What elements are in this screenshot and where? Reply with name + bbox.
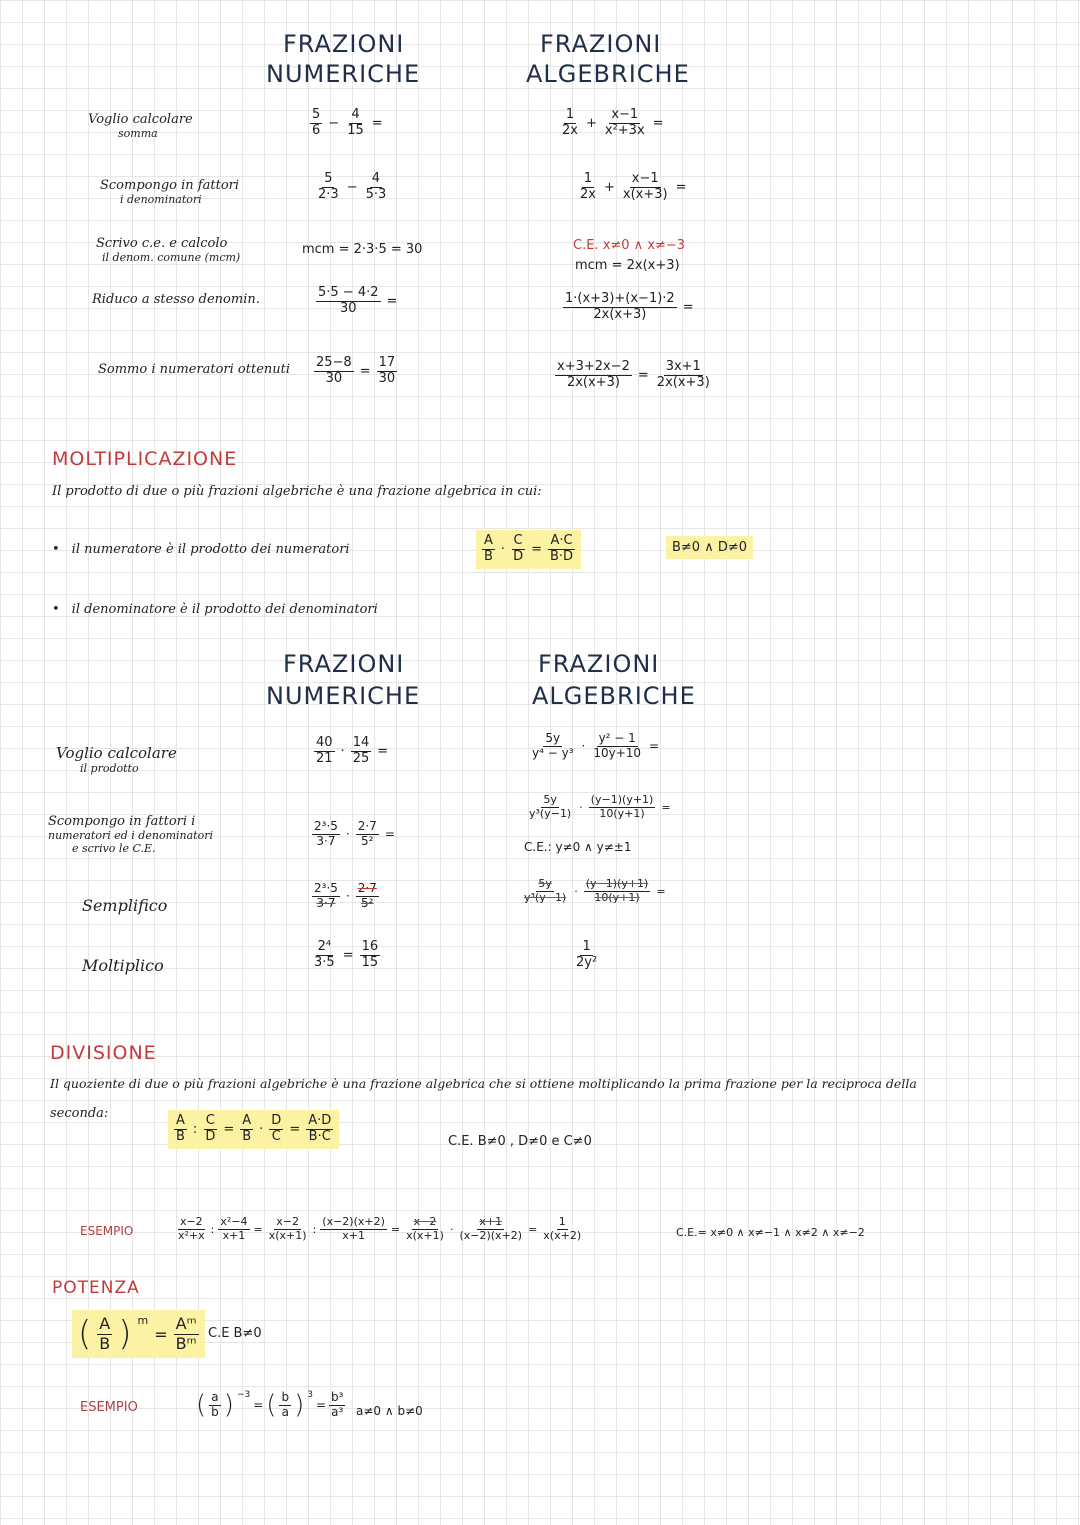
mult-alg-step-2: $\frac{5y}{\text{y³(y−1)}}$ · $\frac{(y-1)(y+1)}{10(y+1)}$ =	[529, 793, 671, 820]
sum-alg-header-2: ALGEBRICHE	[526, 60, 690, 88]
sum-label-2: Scompongo in fattori i denominatori	[100, 178, 240, 206]
pow-example: ( $\frac{a}{b}$ ) $^{-3}$ = ( $\frac{b}{a}$ ) $^3$ = $\frac{\text{b³}}{\text{a³}}$	[196, 1389, 344, 1420]
div-title: DIVISIONE	[50, 1042, 157, 1064]
pow-condition: C.E B≠0	[208, 1326, 262, 1341]
div-condition: C.E. B≠0 , D≠0 e C≠0	[448, 1134, 592, 1149]
mult-alg-header-2: ALGEBRICHE	[532, 682, 696, 710]
mult-alg-header-1: FRAZIONI	[538, 650, 660, 678]
mult-title: MOLTIPLICAZIONE	[52, 448, 238, 470]
mult-label-1: Voglio calcolare il prodotto	[56, 744, 177, 775]
sum-alg-step-5: $\frac{x+3+2x-2}{2x(x+3)}$ = $\frac{3x+1}{2x(x+3)}$	[557, 359, 710, 390]
mult-alg-ce: C.E.: y≠0 ∧ y≠±1	[524, 840, 632, 854]
sum-num-step-1: $\frac{5}{6}$ − $\frac{4}{15}$ =	[312, 107, 383, 138]
mult-num-step-3: $\frac{\text{2³·5}}{3\cdot 7}$ · $\frac{2\cdot 7}{\text{5²}}$	[314, 881, 377, 910]
div-definition-2: seconda:	[50, 1106, 109, 1121]
mult-alg-step-3: $\frac{5y}{\text{y³(y−1)}}$ · $\frac{(y-1)(y+1)}{10(y+1)}$ =	[524, 877, 666, 904]
mult-alg-step-4: $\frac{1}{\text{2y²}}$	[576, 939, 598, 970]
mult-label-2: Scompongo in fattori i numeratori ed i denominatori e scrivo le C.E.	[48, 814, 213, 855]
sum-label-1: Voglio calcolare somma	[88, 112, 193, 140]
sum-num-step-5: $\frac{25-8}{30}$ = $\frac{17}{30}$	[316, 355, 396, 386]
sum-num-step-4: $\frac{5\cdot 5 - 4\cdot 2}{30}$ =	[318, 285, 398, 316]
sum-label-3: Scrivo c.e. e calcolo il denom. comune (mcm)	[96, 236, 241, 264]
mult-label-3: Semplifico	[82, 896, 168, 915]
mult-label-4: Moltiplico	[82, 956, 164, 975]
sum-alg-header-1: FRAZIONI	[540, 30, 662, 58]
mult-num-step-2: $\frac{\text{2³·5}}{3\cdot 7}$ · $\frac{2\cdot 7}{\text{5²}}$ =	[314, 819, 395, 848]
sum-alg-ce: C.E. x≠0 ∧ x≠−3	[573, 238, 686, 253]
mult-num-step-4: $\frac{\text{2⁴}}{3\cdot 5}$ = $\frac{16}{15}$	[314, 939, 379, 970]
sum-num-step-2: $\frac{5}{2\cdot 3}$ − $\frac{4}{5\cdot 3}$	[318, 171, 387, 202]
mult-formula: $\frac{A}{B}$ · $\frac{C}{D}$ = $\frac{A\cdot C}{B\cdot D}$	[476, 530, 581, 569]
sum-num-header-2: NUMERICHE	[266, 60, 421, 88]
div-example-label: ESEMPIO	[80, 1224, 134, 1238]
sum-alg-mcm: mcm = 2x(x+3)	[575, 258, 680, 273]
div-example-ce: C.E.= x≠0 ∧ x≠−1 ∧ x≠2 ∧ x≠−2	[676, 1226, 865, 1239]
mult-bullet-2: • il denominatore è il prodotto dei denominatori	[52, 602, 378, 617]
sum-label-4: Riduco a stesso denomin.	[92, 292, 260, 307]
pow-title: POTENZA	[52, 1278, 140, 1298]
pow-example-label: ESEMPIO	[80, 1400, 138, 1415]
div-definition: Il quoziente di due o più frazioni algebriche è una frazione algebrica che si ottiene moltiplicando la prima frazione per la reciproca della	[50, 1076, 917, 1091]
sum-label-5: Sommo i numeratori ottenuti	[98, 362, 291, 377]
sum-alg-step-2: $\frac{1}{2x}$ + $\frac{x-1}{x(x+3)}$ =	[580, 171, 687, 202]
sum-num-header-1: FRAZIONI	[283, 30, 405, 58]
sum-alg-step-1: $\frac{1}{2x}$ + $\frac{x-1}{\text{x²+3x}}$ =	[562, 107, 664, 138]
sum-alg-step-4: $\frac{1\cdot(x+3)+(x-1)\cdot 2}{2x(x+3)}$ =	[565, 291, 694, 322]
mult-definition: Il prodotto di due o più frazioni algebriche è una frazione algebrica in cui:	[52, 484, 542, 499]
mult-num-header-1: FRAZIONI	[283, 650, 405, 678]
mult-alg-step-1: $\frac{5y}{\text{y⁴ − y³}}$ · $\frac{\text{y² − 1}}{10y+10}$ =	[532, 731, 660, 760]
mult-num-step-1: $\frac{40}{21}$ · $\frac{14}{25}$ =	[316, 735, 389, 766]
div-example: $\frac{x-2}{\text{x²+x}}$ : $\frac{\text{x²−4}}{x+1}$ = $\frac{x-2}{x(x+1)}$ : $\frac{(x-2)(x+2)}{x+1}$ = $\frac{x-2}{x(x+1)}$ · $\frac{x+1}{(x-2)(x+2)}$ = $\frac{1}{x(x+2)}$	[178, 1215, 582, 1242]
mult-condition: B≠0 ∧ D≠0	[666, 536, 753, 559]
mult-bullet-1: • il numeratore è il prodotto dei numeratori	[52, 542, 350, 557]
pow-example-condition: a≠0 ∧ b≠0	[356, 1404, 423, 1418]
div-formula: $\frac{A}{B}$ : $\frac{C}{D}$ = $\frac{A}{B}$ · $\frac{D}{C}$ = $\frac{A\cdot D}{B\cdot C}$	[168, 1110, 339, 1149]
pow-formula: ( $\frac{A}{B}$ ) $^m$ = $\frac{\text{Aᵐ}}{\text{Bᵐ}}$	[72, 1310, 205, 1358]
mult-num-header-2: NUMERICHE	[266, 682, 421, 710]
sum-num-step-3: mcm = 2·3·5 = 30	[302, 242, 423, 257]
